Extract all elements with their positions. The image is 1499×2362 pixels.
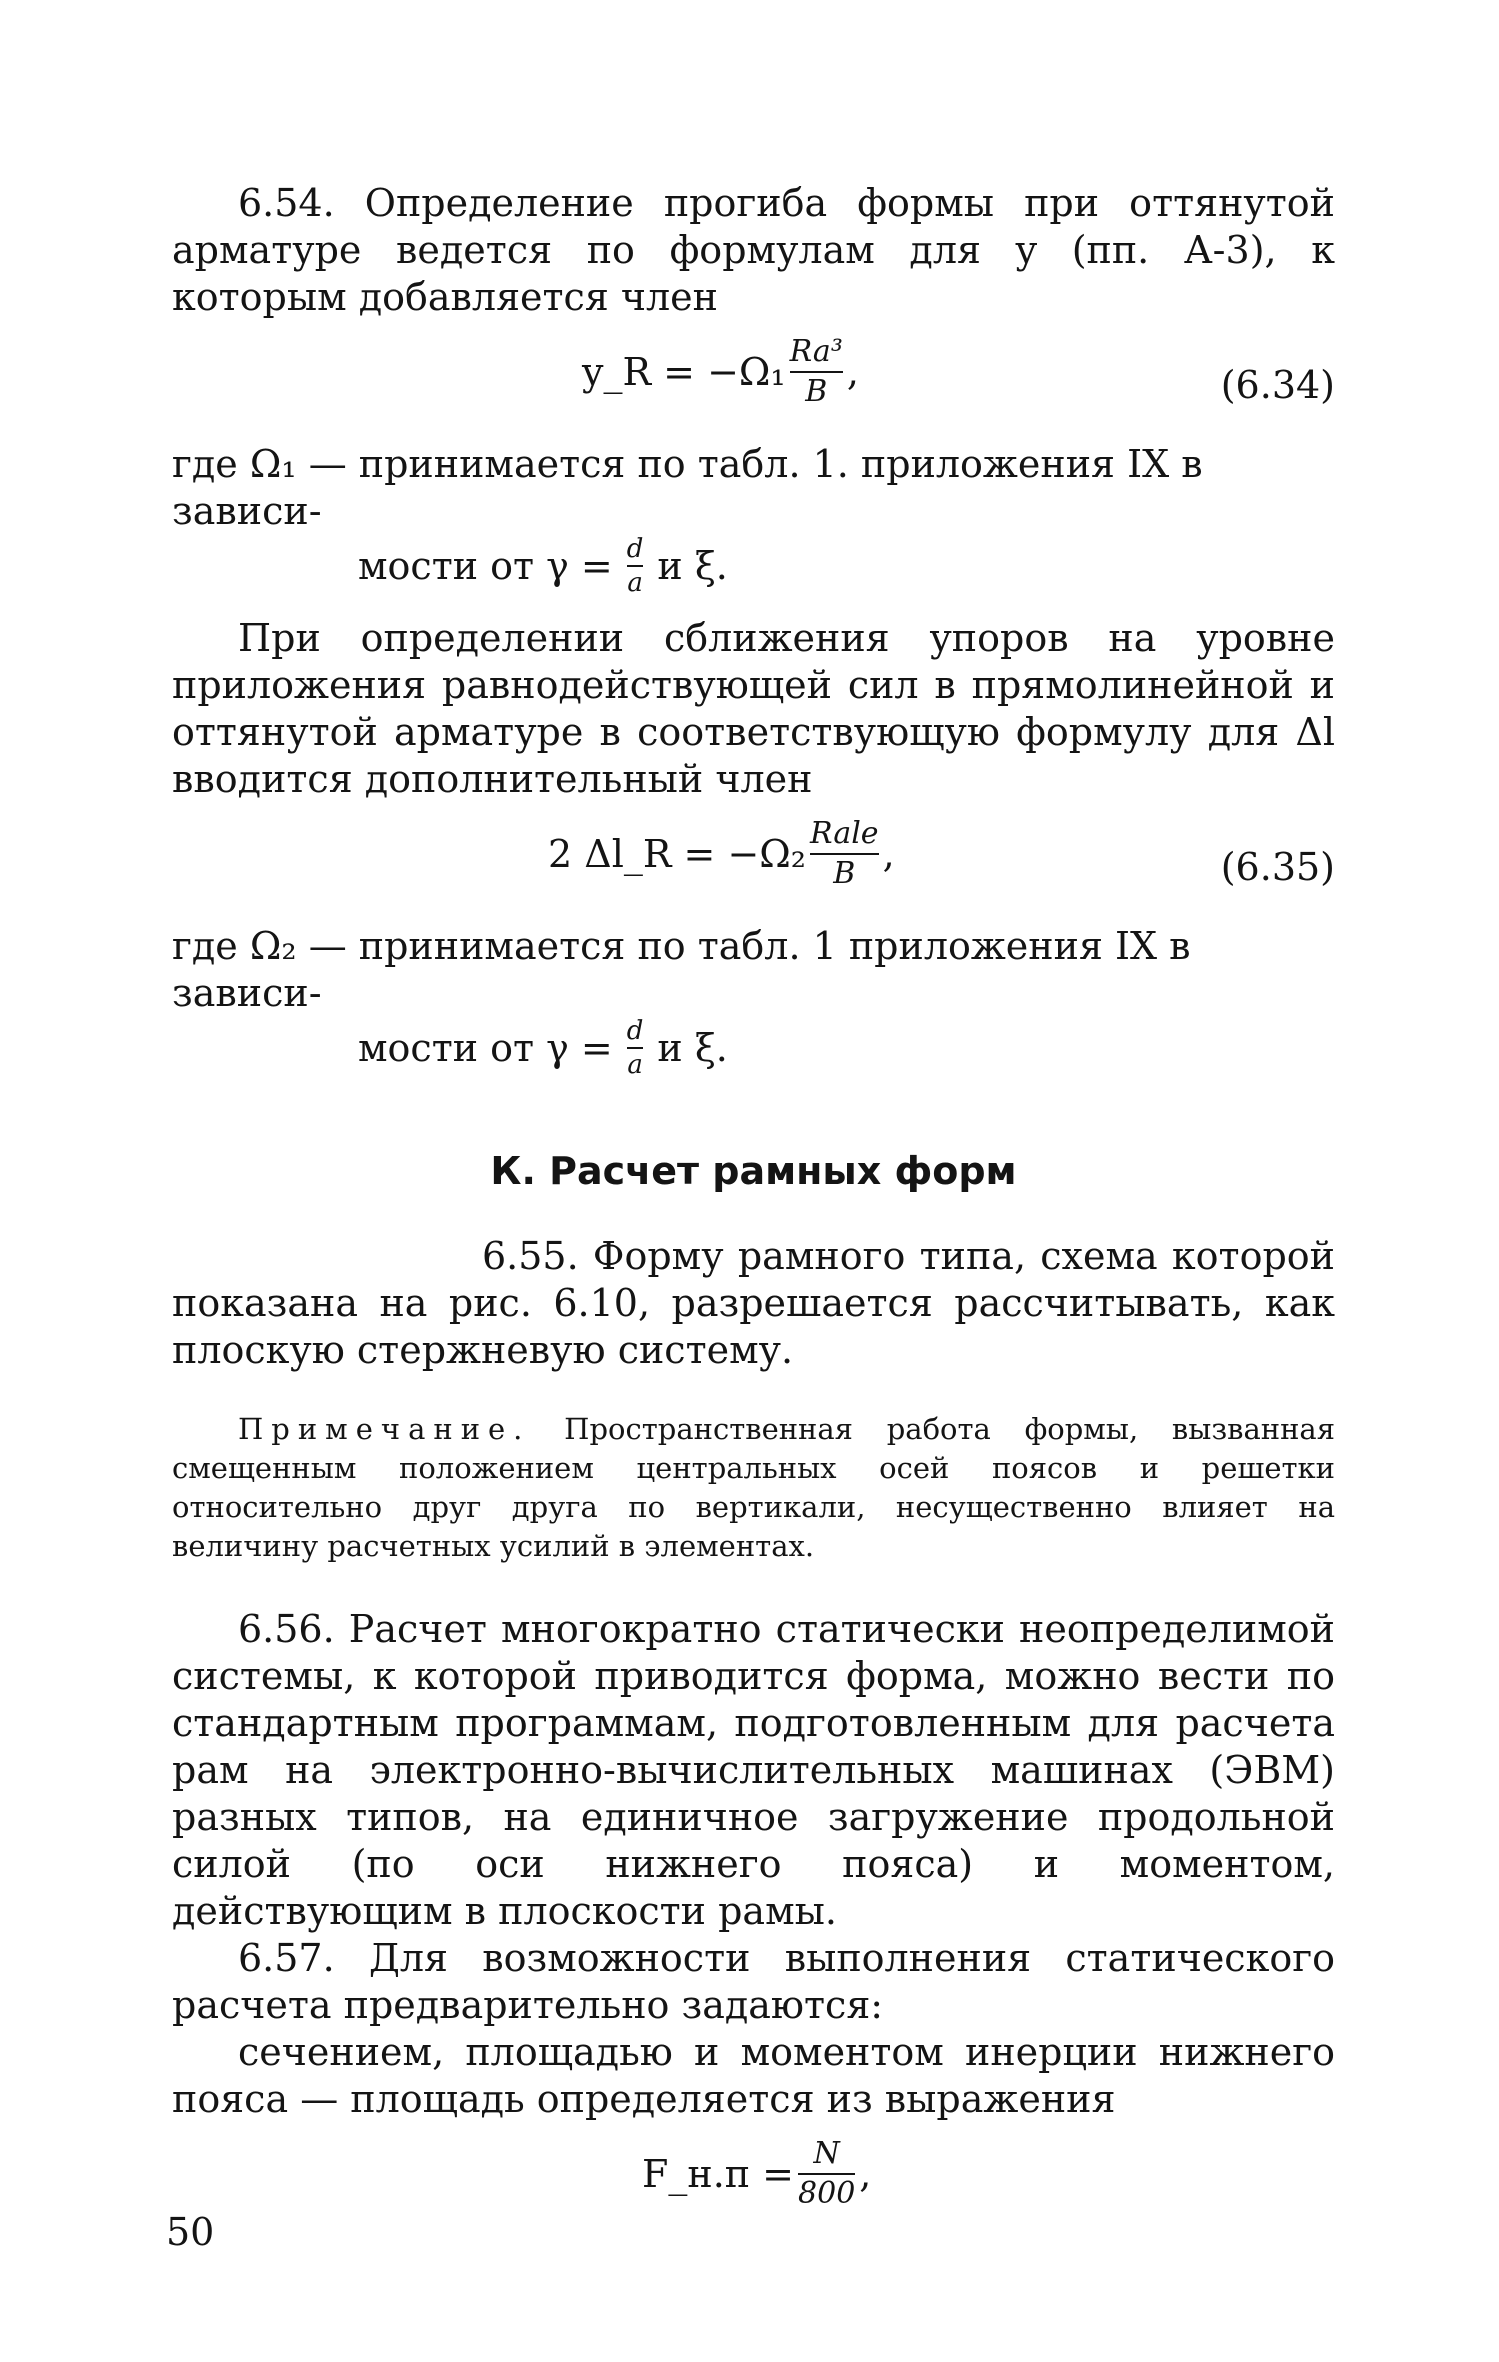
where-omega1-prefix: мости от γ = xyxy=(358,544,613,588)
where-omega1: где Ω₁ — принимается по табл. 1. приложения IX в зависи- xyxy=(172,442,1203,533)
formula-6-34-numerator: Ra³ xyxy=(789,334,843,369)
formula-fnp-numerator: N xyxy=(813,2136,840,2171)
formula-6-34-fraction xyxy=(790,335,843,409)
page-content xyxy=(172,180,1335,2243)
formula-6-35-lhs: 2 Δl_R = −Ω₂ xyxy=(548,832,807,876)
where-omega2-continuation xyxy=(172,1017,1335,1079)
gamma-fraction-2 xyxy=(627,1017,644,1079)
paragraph-6-57: 6.57. Для возможности выполнения статического расчета предварительно задаются: xyxy=(172,1936,1335,2027)
equation-number-6-34: (6.34) xyxy=(1220,363,1335,407)
page-number: 50 xyxy=(166,2210,215,2254)
paragraph-6-57-section: сечением, площадью и моментом инерции нижнего пояса — площадь определяется из выражения xyxy=(172,2030,1335,2121)
where-omega2-prefix: мости от γ = xyxy=(358,1026,613,1070)
note-text: Пространственная работа формы, вызванная смещенным положением центральных осей поясов и решетки относительно друг друга по вертикали, несущественно влияет на величину расчетных усилий в элементах. xyxy=(172,1412,1336,1563)
gamma-denominator-2: a xyxy=(627,1050,643,1080)
section-heading-k: К. Расчет рамных форм xyxy=(490,1149,1017,1193)
paragraph-approach: При определении сближения упоров на уровне приложения равнодействующей сил в прямолинейной и оттянутой арматуре в соответствующую формулу для Δl вводится дополнительный член xyxy=(172,616,1335,801)
paragraph-6-56: 6.56. Расчет многократно статически неопределимой системы, к которой приводится форма, можно вести по стандартным программам, подготовленным для расчета рам на электронно-вычислительных машинах (ЭВМ) разных типов, на единичное загружение продольной силой (по оси нижнего пояса) и моментом, действующим в плоскости рамы. xyxy=(172,1607,1335,1933)
note xyxy=(172,1410,1335,1566)
where-omega1-continuation xyxy=(172,535,1335,597)
paragraph-6-54: 6.54. Определение прогиба формы при оттянутой арматуре ведется по формулам для y (пп. А-3), к которым добавляется член xyxy=(172,181,1335,319)
where-omega2: где Ω₂ — принимается по табл. 1 приложения IX в зависи- xyxy=(172,924,1191,1015)
where-omega1-suffix: и ξ. xyxy=(657,544,728,588)
formula-6-34-tail: , xyxy=(846,350,859,394)
fraction-bar xyxy=(790,371,843,373)
equation-number-6-35: (6.35) xyxy=(1220,845,1335,889)
formula-6-35-fraction xyxy=(810,817,879,891)
formula-6-35 xyxy=(548,817,895,891)
gamma-numerator-2: d xyxy=(626,1016,644,1046)
formula-6-35-tail: , xyxy=(882,832,895,876)
fraction-bar xyxy=(810,853,879,855)
formula-6-34 xyxy=(582,335,859,409)
formula-6-34-denominator: B xyxy=(805,374,828,409)
gamma-numerator-1: d xyxy=(626,534,644,564)
gamma-fraction-1 xyxy=(627,535,644,597)
formula-fnp-tail: , xyxy=(859,2152,872,2196)
formula-6-35-denominator: B xyxy=(833,856,856,891)
paragraph-6-55: 6.55. Форму рамного типа, схема которой показана на рис. 6.10, разрешается рассчитывать, как плоскую стержневую систему. xyxy=(172,1234,1335,1372)
formula-fnp-row xyxy=(172,2123,1335,2243)
formula-fnp-fraction xyxy=(798,2137,855,2211)
fraction-bar xyxy=(798,2173,855,2175)
formula-6-34-lhs: y_R = −Ω₁ xyxy=(582,350,786,394)
note-label: Примечание. xyxy=(238,1412,531,1446)
fraction-bar xyxy=(627,565,644,567)
formula-fnp-lhs: F_н.п = xyxy=(642,2152,795,2196)
formula-6-34-row xyxy=(172,321,1335,441)
formula-6-35-numerator: Rale xyxy=(810,816,879,851)
formula-6-35-row xyxy=(172,803,1335,923)
where-omega2-suffix: и ξ. xyxy=(657,1026,728,1070)
fraction-bar xyxy=(627,1047,644,1049)
formula-fnp-denominator: 800 xyxy=(798,2176,856,2211)
formula-fnp xyxy=(642,2137,871,2211)
gamma-denominator-1: a xyxy=(627,568,643,598)
